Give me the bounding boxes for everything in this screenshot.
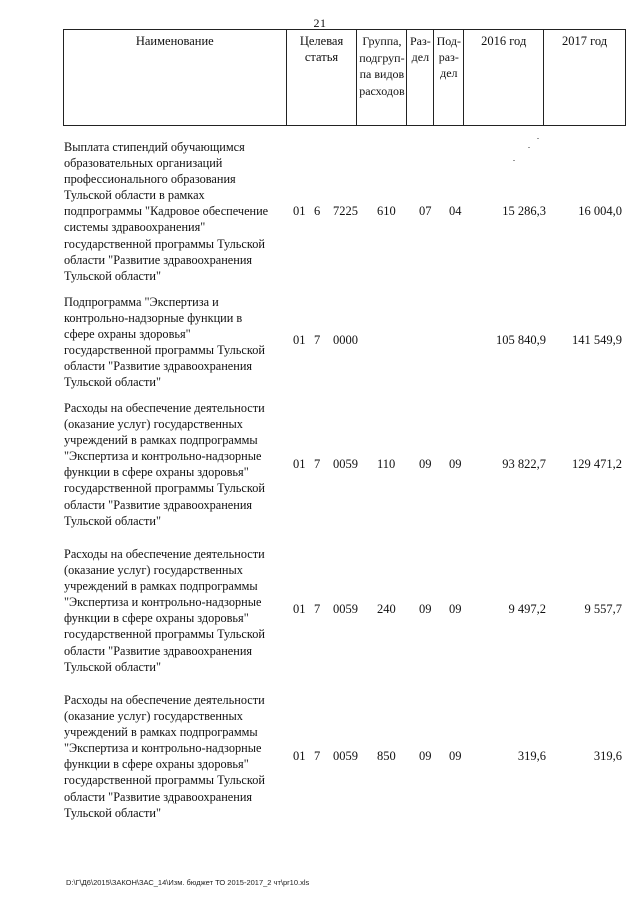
row-value-2016: 319,6 bbox=[517, 749, 546, 763]
scan-speck bbox=[528, 147, 530, 148]
row-value-2016: 93 822,7 bbox=[502, 457, 546, 471]
row-value-2016: 105 840,9 bbox=[496, 333, 546, 347]
row-article-program: 01 bbox=[293, 602, 306, 616]
row-podrazdel: 04 bbox=[449, 204, 462, 218]
table-header bbox=[63, 29, 626, 126]
row-name: Расходы на обеспечение деятельности (оказание услуг) государственных учреждений в рамках подпрограммы "Экспертиза и контрольно-надзорные функции в сфере охраны здоровья" государственной программы Тульской области "Развитие здравоохранения Тульской области" bbox=[64, 547, 265, 674]
row-razdel: 07 bbox=[419, 204, 432, 218]
row-name: Расходы на обеспечение деятельности (оказание услуг) государственных учреждений в рамках подпрограммы "Экспертиза и контрольно-надзорные функции в сфере охраны здоровья" государственной программы Тульской области "Развитие здравоохранения Тульской области" bbox=[64, 693, 265, 820]
scan-speck bbox=[513, 160, 515, 161]
row-value-2016: 15 286,3 bbox=[502, 204, 546, 218]
row-article-subprogram: 7 bbox=[314, 333, 321, 347]
row-group: 850 bbox=[377, 749, 396, 763]
row-article-subprogram: 6 bbox=[314, 204, 321, 218]
row-value-2016: 9 497,2 bbox=[508, 602, 546, 616]
row-article-code: 0059 bbox=[333, 749, 358, 763]
row-podrazdel: 09 bbox=[449, 749, 462, 763]
row-group: 240 bbox=[377, 602, 396, 616]
header-group: Группа, подгруп- па видов расходов bbox=[357, 30, 407, 126]
row-article-program: 01 bbox=[293, 333, 306, 347]
row-value-2017: 141 549,9 bbox=[572, 333, 622, 347]
row-article-subprogram: 7 bbox=[314, 602, 321, 616]
row-article-program: 01 bbox=[293, 204, 306, 218]
row-article-program: 01 bbox=[293, 457, 306, 471]
row-podrazdel: 09 bbox=[449, 602, 462, 616]
row-name: Выплата стипендий обучающимся образовательных организаций профессионального образования Тульской области в рамках подпрограммы "Кадровое обеспечение системы здравоохранения" государственной программы Тульской области "Развитие здравоохранения Тульской области" bbox=[64, 140, 269, 283]
header-podrazdel: Под- раз- дел bbox=[434, 30, 464, 126]
header-article: Целевая статья bbox=[287, 30, 358, 126]
row-name: Расходы на обеспечение деятельности (оказание услуг) государственных учреждений в рамках подпрограммы "Экспертиза и контрольно-надзорные функции в сфере охраны здоровья" государственной программы Тульской области "Развитие здравоохранения Тульской области" bbox=[64, 401, 265, 528]
row-article-code: 7225 bbox=[333, 204, 358, 218]
row-value-2017: 319,6 bbox=[593, 749, 622, 763]
header-name: Наименование bbox=[64, 30, 287, 126]
header-year-2017: 2017 год bbox=[544, 30, 626, 126]
page-number: 21 bbox=[313, 16, 327, 30]
header-year-2016: 2016 год bbox=[464, 30, 544, 126]
row-razdel: 09 bbox=[419, 457, 432, 471]
row-value-2017: 9 557,7 bbox=[584, 602, 622, 616]
row-article-code: 0059 bbox=[333, 457, 358, 471]
scan-speck bbox=[537, 138, 539, 139]
row-article-code: 0059 bbox=[333, 602, 358, 616]
row-article-program: 01 bbox=[293, 749, 306, 763]
row-group: 110 bbox=[377, 457, 396, 471]
row-group: 610 bbox=[377, 204, 396, 218]
row-article-subprogram: 7 bbox=[314, 457, 321, 471]
row-article-subprogram: 7 bbox=[314, 749, 321, 763]
row-name: Подпрограмма "Экспертиза и контрольно-надзорные функции в сфере охраны здоровья" государственной программы Тульской области "Развитие здравоохранения Тульской области" bbox=[64, 295, 265, 390]
row-value-2017: 129 471,2 bbox=[572, 457, 622, 471]
row-razdel: 09 bbox=[419, 749, 432, 763]
row-value-2017: 16 004,0 bbox=[578, 204, 622, 218]
row-article-code: 0000 bbox=[333, 333, 358, 347]
row-razdel: 09 bbox=[419, 602, 432, 616]
file-path-footer: D:\Г\Д6\2015\ЗАКОН\ЗАС_14\Изм. бюджет ТО 2015-2017_2 чт\pr10.xls bbox=[66, 878, 310, 887]
row-podrazdel: 09 bbox=[449, 457, 462, 471]
header-razdel: Раз- дел bbox=[407, 30, 434, 126]
